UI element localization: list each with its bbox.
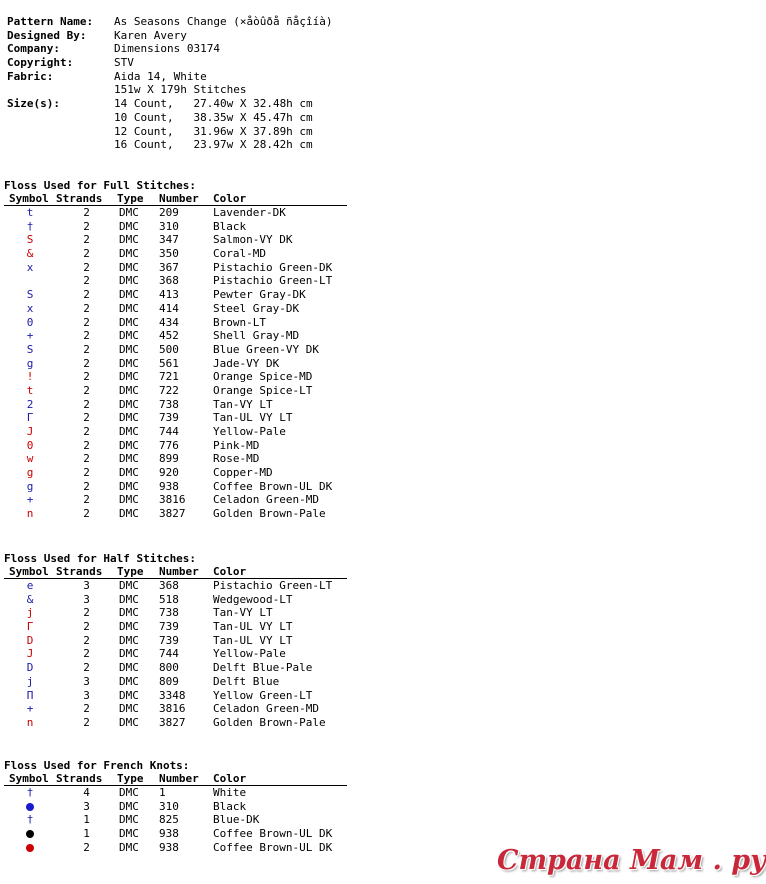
color-cell: Brown-LT [213, 315, 266, 329]
strands-cell: 2 [83, 479, 90, 493]
type-cell: DMC [119, 579, 139, 592]
info-row [7, 111, 333, 125]
color-cell: Coral-MD [213, 247, 266, 261]
strands-cell: 3 [83, 579, 90, 592]
strands-cell: 3 [83, 592, 90, 606]
strands-cell: 2 [83, 356, 90, 370]
number-cell: 3816 [159, 702, 186, 716]
color-cell: Celadon Green-MD [213, 493, 319, 507]
number-cell: 738 [159, 606, 179, 620]
symbol-cell: 0 [26, 315, 34, 329]
table-row [4, 274, 347, 288]
color-cell: Blue-DK [213, 813, 260, 827]
col-symbol: Symbol [9, 192, 49, 205]
number-cell: 414 [159, 301, 179, 315]
symbol-cell: D [26, 661, 34, 675]
strands-cell: 2 [83, 315, 90, 329]
color-cell: Coffee Brown-UL DK [213, 479, 333, 493]
col-number: Number [159, 772, 199, 785]
number-cell: 3827 [159, 507, 186, 521]
color-cell: Pistachio Green-DK [213, 260, 333, 274]
watermark-logo: Страна Мам . ру [497, 845, 766, 876]
info-row [7, 97, 333, 111]
number-cell: 500 [159, 342, 179, 356]
table-row [4, 702, 347, 716]
color-cell: Copper-MD [213, 466, 273, 480]
color-cell: Coffee Brown-UL DK [213, 840, 333, 854]
table-row [4, 661, 347, 675]
symbol-cell: 0 [26, 438, 34, 452]
number-cell: 310 [159, 219, 179, 233]
type-cell: DMC [119, 799, 139, 813]
type-cell: DMC [119, 247, 139, 261]
table-header [4, 192, 347, 206]
knot-dot-icon [26, 803, 34, 811]
color-cell: Pistachio Green-LT [213, 579, 333, 592]
color-cell: Black [213, 219, 247, 233]
table-header [4, 565, 347, 579]
symbol-cell: ! [26, 370, 34, 384]
strands-cell: 1 [83, 827, 90, 841]
table-row [4, 411, 347, 425]
number-cell: 809 [159, 674, 179, 688]
symbol-cell: D [26, 633, 34, 647]
table-row [4, 466, 347, 480]
type-cell: DMC [119, 633, 139, 647]
symbol-cell: J [26, 647, 34, 661]
info-label: Size(s): [7, 97, 60, 111]
symbol-cell: t [26, 206, 34, 219]
info-label: Fabric: [7, 69, 54, 83]
strands-cell: 3 [83, 688, 90, 702]
info-label [7, 138, 114, 152]
table-row [4, 647, 347, 661]
number-cell: 368 [159, 274, 179, 288]
color-cell: Delft Blue-Pale [213, 661, 313, 675]
col-number: Number [159, 565, 199, 578]
strands-cell: 2 [83, 219, 90, 233]
table-row [4, 329, 347, 343]
strands-cell: 2 [83, 633, 90, 647]
color-cell: Rose-MD [213, 452, 260, 466]
strands-cell: 2 [83, 342, 90, 356]
symbol-cell: † [26, 813, 34, 827]
col-color: Color [213, 772, 247, 785]
type-cell: DMC [119, 411, 139, 425]
knot-dot-icon [26, 844, 34, 852]
table-row [4, 493, 347, 507]
symbol-cell: † [26, 786, 34, 799]
type-cell: DMC [119, 206, 139, 219]
symbol-cell: S [26, 288, 34, 302]
number-cell: 721 [159, 370, 179, 384]
type-cell: DMC [119, 274, 139, 288]
strands-cell: 2 [83, 606, 90, 620]
number-cell: 3827 [159, 715, 186, 729]
info-row [7, 70, 333, 84]
full-stitches-section [4, 179, 347, 521]
info-row [7, 29, 333, 43]
strands-cell: 3 [83, 674, 90, 688]
type-cell: DMC [119, 219, 139, 233]
info-row [7, 125, 333, 139]
number-cell: 739 [159, 633, 179, 647]
section-title: Floss Used for Half Stitches: [4, 552, 197, 565]
pattern-info [7, 15, 333, 152]
symbol-cell: e [26, 579, 34, 592]
table-row [4, 220, 347, 234]
number-cell: 561 [159, 356, 179, 370]
strands-cell: 2 [83, 840, 90, 854]
number-cell: 899 [159, 452, 179, 466]
col-strands: Strands [56, 192, 103, 205]
type-cell: DMC [119, 606, 139, 620]
symbol-cell: n [26, 715, 34, 729]
symbol-cell: x [26, 260, 34, 274]
type-cell: DMC [119, 674, 139, 688]
type-cell: DMC [119, 479, 139, 493]
type-cell: DMC [119, 840, 139, 854]
col-color: Color [213, 192, 247, 205]
table-row [4, 343, 347, 357]
symbol-cell: 2 [26, 397, 34, 411]
strands-cell: 2 [83, 647, 90, 661]
type-cell: DMC [119, 397, 139, 411]
color-cell: Tan-VY LT [213, 397, 273, 411]
strands-cell: 2 [83, 466, 90, 480]
info-label [7, 83, 114, 97]
table-row [4, 357, 347, 371]
color-cell: Delft Blue [213, 674, 280, 688]
type-cell: DMC [119, 260, 139, 274]
color-cell: Tan-VY LT [213, 606, 273, 620]
type-cell: DMC [119, 786, 139, 799]
number-cell: 739 [159, 620, 179, 634]
type-cell: DMC [119, 592, 139, 606]
table-row [4, 233, 347, 247]
number-cell: 350 [159, 247, 179, 261]
type-cell: DMC [119, 507, 139, 521]
number-cell: 368 [159, 579, 179, 592]
info-row [7, 83, 333, 97]
section-title: Floss Used for Full Stitches: [4, 179, 197, 192]
strands-cell: 2 [83, 507, 90, 521]
table-row [4, 786, 347, 800]
symbol-cell: t [26, 383, 34, 397]
type-cell: DMC [119, 647, 139, 661]
symbol-cell [4, 274, 56, 288]
table-row [4, 689, 347, 703]
color-cell: Coffee Brown-UL DK [213, 827, 333, 841]
col-type: Type [117, 772, 144, 785]
color-cell: Salmon-VY DK [213, 233, 293, 247]
strands-cell: 4 [83, 786, 90, 799]
strands-cell: 2 [83, 329, 90, 343]
info-value: 151w X 179h Stitches [114, 83, 247, 97]
symbol-cell: † [26, 219, 34, 233]
color-cell: Pistachio Green-LT [213, 274, 333, 288]
type-cell: DMC [119, 370, 139, 384]
symbol-cell: w [26, 452, 34, 466]
info-value: 16 Count, 23.97w X 28.42h cm [114, 138, 313, 152]
strands-cell: 2 [83, 715, 90, 729]
color-cell: Tan-UL VY LT [213, 633, 293, 647]
number-cell: 347 [159, 233, 179, 247]
table-row [4, 247, 347, 261]
number-cell: 938 [159, 479, 179, 493]
col-strands: Strands [56, 565, 103, 578]
table-row [4, 634, 347, 648]
strands-cell: 2 [83, 702, 90, 716]
table-row [4, 800, 347, 814]
color-cell: Wedgewood-LT [213, 592, 293, 606]
color-cell: Pewter Gray-DK [213, 288, 306, 302]
info-label: Designed By: [7, 28, 87, 42]
type-cell: DMC [119, 661, 139, 675]
number-cell: 738 [159, 397, 179, 411]
info-value: 12 Count, 31.96w X 37.89h cm [114, 124, 313, 138]
color-cell: Black [213, 799, 247, 813]
table-row [4, 827, 347, 841]
strands-cell: 2 [83, 493, 90, 507]
type-cell: DMC [119, 466, 139, 480]
info-value: STV [114, 56, 134, 70]
section-title: Floss Used for French Knots: [4, 759, 190, 772]
strands-cell: 2 [83, 661, 90, 675]
info-label [7, 111, 114, 125]
symbol-cell: + [26, 493, 34, 507]
strands-cell: 2 [83, 260, 90, 274]
table-row [4, 439, 347, 453]
knot-dot-icon [26, 830, 34, 838]
col-symbol: Symbol [9, 772, 49, 785]
color-cell: White [213, 786, 247, 799]
number-cell: 938 [159, 840, 179, 854]
strands-cell: 2 [83, 288, 90, 302]
strands-cell: 2 [83, 274, 90, 288]
number-cell: 1 [159, 786, 166, 799]
strands-cell: 2 [83, 301, 90, 315]
number-cell: 744 [159, 425, 179, 438]
table-row [4, 316, 347, 330]
type-cell: DMC [119, 425, 139, 438]
info-value: 10 Count, 38.35w X 45.47h cm [114, 110, 313, 124]
type-cell: DMC [119, 438, 139, 452]
strands-cell: 3 [83, 799, 90, 813]
type-cell: DMC [119, 813, 139, 827]
type-cell: DMC [119, 315, 139, 329]
symbol-cell: S [26, 342, 34, 356]
symbol-cell: n [26, 507, 34, 521]
table-row [4, 261, 347, 275]
table-row [4, 288, 347, 302]
number-cell: 413 [159, 288, 179, 302]
strands-cell: 1 [83, 813, 90, 827]
type-cell: DMC [119, 342, 139, 356]
number-cell: 800 [159, 661, 179, 675]
number-cell: 452 [159, 329, 179, 343]
table-row [4, 384, 347, 398]
table-row [4, 425, 347, 439]
symbol-cell [4, 827, 56, 841]
strands-cell: 2 [83, 411, 90, 425]
symbol-cell: + [26, 702, 34, 716]
number-cell: 367 [159, 260, 179, 274]
number-cell: 744 [159, 647, 179, 661]
strands-cell: 2 [83, 233, 90, 247]
table-row [4, 398, 347, 412]
type-cell: DMC [119, 452, 139, 466]
info-row [7, 42, 333, 56]
table-row [4, 452, 347, 466]
color-cell: Yellow Green-LT [213, 688, 313, 702]
table-row [4, 841, 347, 855]
number-cell: 825 [159, 813, 179, 827]
number-cell: 3816 [159, 493, 186, 507]
info-label: Pattern Name: [7, 15, 94, 28]
type-cell: DMC [119, 620, 139, 634]
number-cell: 518 [159, 592, 179, 606]
table-row [4, 593, 347, 607]
col-number: Number [159, 192, 199, 205]
type-cell: DMC [119, 688, 139, 702]
symbol-cell: Γ [26, 411, 34, 425]
info-value: Aida 14, White [114, 69, 207, 83]
symbol-cell: & [26, 592, 34, 606]
symbol-cell: & [26, 247, 34, 261]
type-cell: DMC [119, 493, 139, 507]
table-header [4, 772, 347, 786]
color-cell: Yellow-Pale [213, 647, 286, 661]
symbol-cell: g [26, 466, 34, 480]
info-row [7, 56, 333, 70]
color-cell: Celadon Green-MD [213, 702, 319, 716]
color-cell: Golden Brown-Pale [213, 715, 326, 729]
type-cell: DMC [119, 827, 139, 841]
type-cell: DMC [119, 356, 139, 370]
symbol-cell: g [26, 479, 34, 493]
color-cell: Pink-MD [213, 438, 260, 452]
strands-cell: 2 [83, 370, 90, 384]
table-row [4, 606, 347, 620]
col-type: Type [117, 565, 144, 578]
symbol-cell [4, 800, 56, 814]
table-row [4, 370, 347, 384]
table-row [4, 813, 347, 827]
table-row [4, 620, 347, 634]
color-cell: Orange Spice-LT [213, 383, 313, 397]
type-cell: DMC [119, 329, 139, 343]
info-label: Company: [7, 42, 60, 56]
table-row [4, 675, 347, 689]
color-cell: Golden Brown-Pale [213, 507, 326, 521]
french-knots-section [4, 759, 347, 854]
number-cell: 938 [159, 827, 179, 841]
table-row [4, 302, 347, 316]
symbol-cell [4, 841, 56, 855]
info-row [7, 15, 333, 29]
number-cell: 434 [159, 315, 179, 329]
info-label [7, 125, 114, 139]
number-cell: 920 [159, 466, 179, 480]
half-stitches-section [4, 552, 347, 730]
number-cell: 722 [159, 383, 179, 397]
number-cell: 310 [159, 799, 179, 813]
table-row [4, 507, 347, 521]
type-cell: DMC [119, 702, 139, 716]
color-cell: Jade-VY DK [213, 356, 280, 370]
strands-cell: 2 [83, 438, 90, 452]
table-row [4, 579, 347, 593]
strands-cell: 2 [83, 383, 90, 397]
table-row [4, 716, 347, 730]
symbol-cell: S [26, 233, 34, 247]
type-cell: DMC [119, 233, 139, 247]
info-row [7, 138, 333, 152]
strands-cell: 2 [83, 397, 90, 411]
symbol-cell: Γ [26, 620, 34, 634]
strands-cell: 2 [83, 620, 90, 634]
symbol-cell: g [26, 356, 34, 370]
type-cell: DMC [119, 715, 139, 729]
type-cell: DMC [119, 301, 139, 315]
info-value: Karen Avery [114, 28, 187, 42]
number-cell: 739 [159, 411, 179, 425]
symbol-cell: x [26, 301, 34, 315]
number-cell: 209 [159, 206, 179, 219]
type-cell: DMC [119, 288, 139, 302]
color-cell: Tan-UL VY LT [213, 411, 293, 425]
info-value: As Seasons Change (×åòûðå ñåçîíà) [114, 15, 333, 28]
strands-cell: 2 [83, 206, 90, 219]
symbol-cell: + [26, 329, 34, 343]
number-cell: 3348 [159, 688, 186, 702]
info-label: Copyright: [7, 56, 74, 70]
number-cell: 776 [159, 438, 179, 452]
strands-cell: 2 [83, 452, 90, 466]
symbol-cell: Π [26, 688, 34, 702]
col-strands: Strands [56, 772, 103, 785]
color-cell: Yellow-Pale [213, 425, 286, 438]
color-cell: Tan-UL VY LT [213, 620, 293, 634]
color-cell: Steel Gray-DK [213, 301, 300, 315]
info-value: 14 Count, 27.40w X 32.48h cm [114, 97, 313, 111]
col-color: Color [213, 565, 247, 578]
type-cell: DMC [119, 383, 139, 397]
strands-cell: 2 [83, 247, 90, 261]
table-row [4, 206, 347, 220]
col-symbol: Symbol [9, 565, 49, 578]
color-cell: Blue Green-VY DK [213, 342, 319, 356]
strands-cell: 2 [83, 425, 90, 438]
symbol-cell: J [26, 425, 34, 438]
color-cell: Lavender-DK [213, 206, 286, 219]
table-row [4, 480, 347, 494]
symbol-cell: j [26, 674, 34, 688]
col-type: Type [117, 192, 144, 205]
color-cell: Shell Gray-MD [213, 329, 300, 343]
symbol-cell: j [26, 606, 34, 620]
color-cell: Orange Spice-MD [213, 370, 313, 384]
info-value: Dimensions 03174 [114, 42, 220, 56]
